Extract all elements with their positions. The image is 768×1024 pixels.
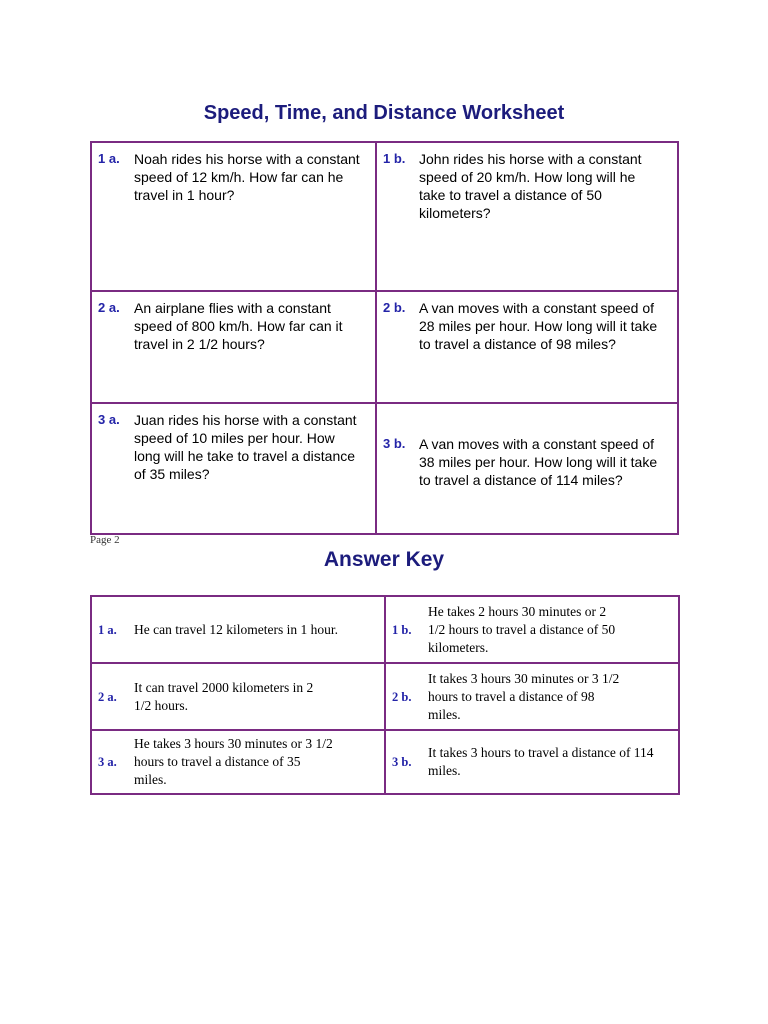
answer-cell-2a bbox=[91, 663, 385, 730]
question-text: A van moves with a constant speed of 28 miles per hour. How long will it take to travel a distance of 98 miles? bbox=[419, 300, 658, 352]
answer-text: It takes 3 hours to travel a distance of 114 miles. bbox=[428, 745, 654, 778]
worksheet-row bbox=[91, 291, 678, 403]
answer-cell-3a bbox=[91, 730, 385, 794]
answer-key-table bbox=[90, 595, 680, 795]
worksheet-title: Speed, Time, and Distance Worksheet bbox=[203, 102, 565, 124]
question-text: Juan rides his horse with a constant speed of 10 miles per hour. How long will he take to travel a distance of 35 miles? bbox=[134, 412, 357, 482]
question-text: An airplane flies with a constant speed of 800 km/h. How far can it travel in 2 1/2 hours? bbox=[134, 300, 343, 352]
question-cell-1a bbox=[91, 142, 376, 291]
answer-label: 2 b. bbox=[392, 689, 412, 704]
answer-text: It can travel 2000 kilometers in 2 1/2 hours. bbox=[134, 679, 314, 713]
question-cell-2a bbox=[91, 291, 376, 403]
question-label: 3 a. bbox=[98, 412, 120, 427]
answer-label: 1 a. bbox=[98, 622, 117, 637]
answer-label: 2 a. bbox=[98, 689, 117, 704]
answer-cell-2b bbox=[385, 663, 679, 730]
question-text: A van moves with a constant speed of 38 miles per hour. How long will it take to travel a distance of 114 miles? bbox=[419, 435, 658, 488]
worksheet-table bbox=[90, 141, 679, 535]
answer-text: He takes 2 hours 30 minutes or 2 1/2 hours to travel a distance of 50 kilometers. bbox=[428, 603, 616, 655]
worksheet-row bbox=[91, 142, 678, 291]
page-number: Page 2 bbox=[90, 534, 120, 546]
question-cell-3b bbox=[376, 403, 678, 534]
question-label: 2 a. bbox=[98, 300, 120, 315]
question-label: 1 a. bbox=[98, 151, 120, 166]
answer-row bbox=[91, 663, 679, 730]
answer-cell-3b bbox=[385, 730, 679, 794]
question-cell-1b bbox=[376, 142, 678, 291]
answer-text: It takes 3 hours 30 minutes or 3 1/2 hours to travel a distance of 98 miles. bbox=[428, 670, 620, 722]
answer-label: 3 a. bbox=[98, 755, 117, 769]
answer-text: He can travel 12 kilometers in 1 hour. bbox=[134, 621, 338, 637]
question-text: John rides his horse with a constant speed of 20 km/h. How long will he take to travel a distance of 50 kilometers? bbox=[419, 151, 642, 221]
answer-cell-1a bbox=[91, 596, 385, 663]
question-label: 3 b. bbox=[383, 435, 406, 451]
answer-row bbox=[91, 596, 679, 663]
worksheet-row bbox=[91, 403, 678, 534]
answer-label: 3 b. bbox=[392, 755, 412, 769]
answer-key-title: Answer Key bbox=[323, 548, 445, 571]
answer-text: He takes 3 hours 30 minutes or 3 1/2 hours to travel a distance of 35 miles. bbox=[134, 736, 333, 787]
answer-row bbox=[91, 730, 679, 794]
answer-label: 1 b. bbox=[392, 622, 412, 637]
question-text: Noah rides his horse with a constant speed of 12 km/h. How far can he travel in 1 hour? bbox=[134, 151, 360, 203]
question-cell-3a bbox=[91, 403, 376, 534]
question-label: 2 b. bbox=[383, 300, 406, 315]
question-cell-2b bbox=[376, 291, 678, 403]
answer-cell-1b bbox=[385, 596, 679, 663]
question-label: 1 b. bbox=[383, 151, 406, 166]
